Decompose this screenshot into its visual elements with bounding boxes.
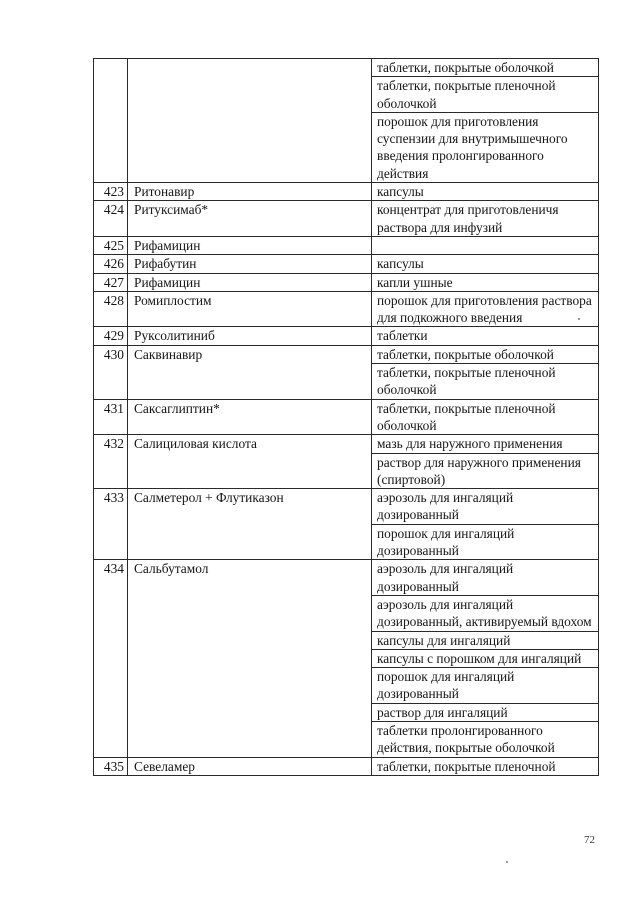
drug-name: Севеламер bbox=[128, 757, 372, 775]
row-number: 435 bbox=[94, 757, 128, 775]
dosage-form: раствор для ингаляций bbox=[372, 703, 599, 721]
dosage-form: таблетки, покрытые пленочной оболочкой bbox=[372, 77, 599, 113]
medication-table bbox=[93, 58, 599, 776]
dosage-form: капсулы bbox=[372, 255, 599, 273]
table-row bbox=[94, 273, 599, 291]
row-number: 430 bbox=[94, 345, 128, 399]
dosage-form: таблетки bbox=[372, 327, 599, 345]
drug-name: Рифамицин bbox=[128, 273, 372, 291]
dosage-form: раствор для наружного применения (спиртовой) bbox=[372, 453, 599, 489]
dosage-form: таблетки, покрытые оболочкой bbox=[372, 345, 599, 363]
drug-name bbox=[128, 59, 372, 183]
table-row bbox=[94, 327, 599, 345]
row-number: 431 bbox=[94, 399, 128, 435]
row-number: 424 bbox=[94, 201, 128, 237]
drug-name: Рифамицин bbox=[128, 236, 372, 254]
row-number: 425 bbox=[94, 236, 128, 254]
row-number bbox=[94, 59, 128, 183]
dosage-form: порошок для приготовления раствора для подкожного введения bbox=[372, 291, 599, 327]
drug-name: Руксолитиниб bbox=[128, 327, 372, 345]
drug-name: Салметерол + Флутиказон bbox=[128, 489, 372, 560]
dosage-form: капли ушные bbox=[372, 273, 599, 291]
row-number: 434 bbox=[94, 560, 128, 757]
drug-name: Рифабутин bbox=[128, 255, 372, 273]
dosage-form: таблетки, покрытые пленочной оболочкой bbox=[372, 364, 599, 400]
dosage-form: таблетки, покрытые пленочной bbox=[372, 757, 599, 775]
row-number: 426 bbox=[94, 255, 128, 273]
dosage-form: порошок для ингаляций дозированный bbox=[372, 524, 599, 560]
table-row bbox=[94, 183, 599, 201]
page-number: 72 bbox=[584, 834, 595, 846]
row-number: 432 bbox=[94, 435, 128, 489]
table-row bbox=[94, 236, 599, 254]
table-row bbox=[94, 560, 599, 596]
table-row bbox=[94, 201, 599, 237]
table-row bbox=[94, 255, 599, 273]
table-row bbox=[94, 345, 599, 363]
dosage-form bbox=[372, 236, 599, 254]
dosage-form: капсулы bbox=[372, 183, 599, 201]
row-number: 433 bbox=[94, 489, 128, 560]
row-number: 429 bbox=[94, 327, 128, 345]
drug-name: Саксаглиптин* bbox=[128, 399, 372, 435]
dosage-form: мазь для наружного применения bbox=[372, 435, 599, 453]
table-row bbox=[94, 291, 599, 327]
drug-name: Саквинавир bbox=[128, 345, 372, 399]
drug-name: Ритонавир bbox=[128, 183, 372, 201]
dosage-form: порошок для ингаляций дозированный bbox=[372, 668, 599, 704]
dosage-form: аэрозоль для ингаляций дозированный, активируемый вдохом bbox=[372, 595, 599, 631]
dosage-form: аэрозоль для ингаляций дозированный bbox=[372, 560, 599, 596]
table-row bbox=[94, 489, 599, 525]
scan-speck bbox=[506, 861, 508, 863]
drug-name: Ромиплостим bbox=[128, 291, 372, 327]
scan-speck bbox=[578, 318, 580, 320]
dosage-form: порошок для приготовления суспензии для внутримышечного введения пролонгированного действия bbox=[372, 112, 599, 182]
table-row bbox=[94, 59, 599, 77]
dosage-form: таблетки, покрытые оболочкой bbox=[372, 59, 599, 77]
table-row bbox=[94, 435, 599, 453]
dosage-form: аэрозоль для ингаляций дозированный bbox=[372, 489, 599, 525]
medication-table-body bbox=[94, 59, 599, 776]
row-number: 427 bbox=[94, 273, 128, 291]
dosage-form: концентрат для приготовленичя раствора для инфузий bbox=[372, 201, 599, 237]
drug-name: Салициловая кислота bbox=[128, 435, 372, 489]
drug-name: Ритуксимаб* bbox=[128, 201, 372, 237]
dosage-form: капсулы с порошком для ингаляций bbox=[372, 649, 599, 667]
dosage-form: таблетки, покрытые пленочной оболочкой bbox=[372, 399, 599, 435]
table-row bbox=[94, 399, 599, 435]
row-number: 428 bbox=[94, 291, 128, 327]
dosage-form: капсулы для ингаляций bbox=[372, 631, 599, 649]
dosage-form: таблетки пролонгированного действия, покрытые оболочкой bbox=[372, 721, 599, 757]
row-number: 423 bbox=[94, 183, 128, 201]
table-row bbox=[94, 757, 599, 775]
drug-name: Сальбутамол bbox=[128, 560, 372, 757]
